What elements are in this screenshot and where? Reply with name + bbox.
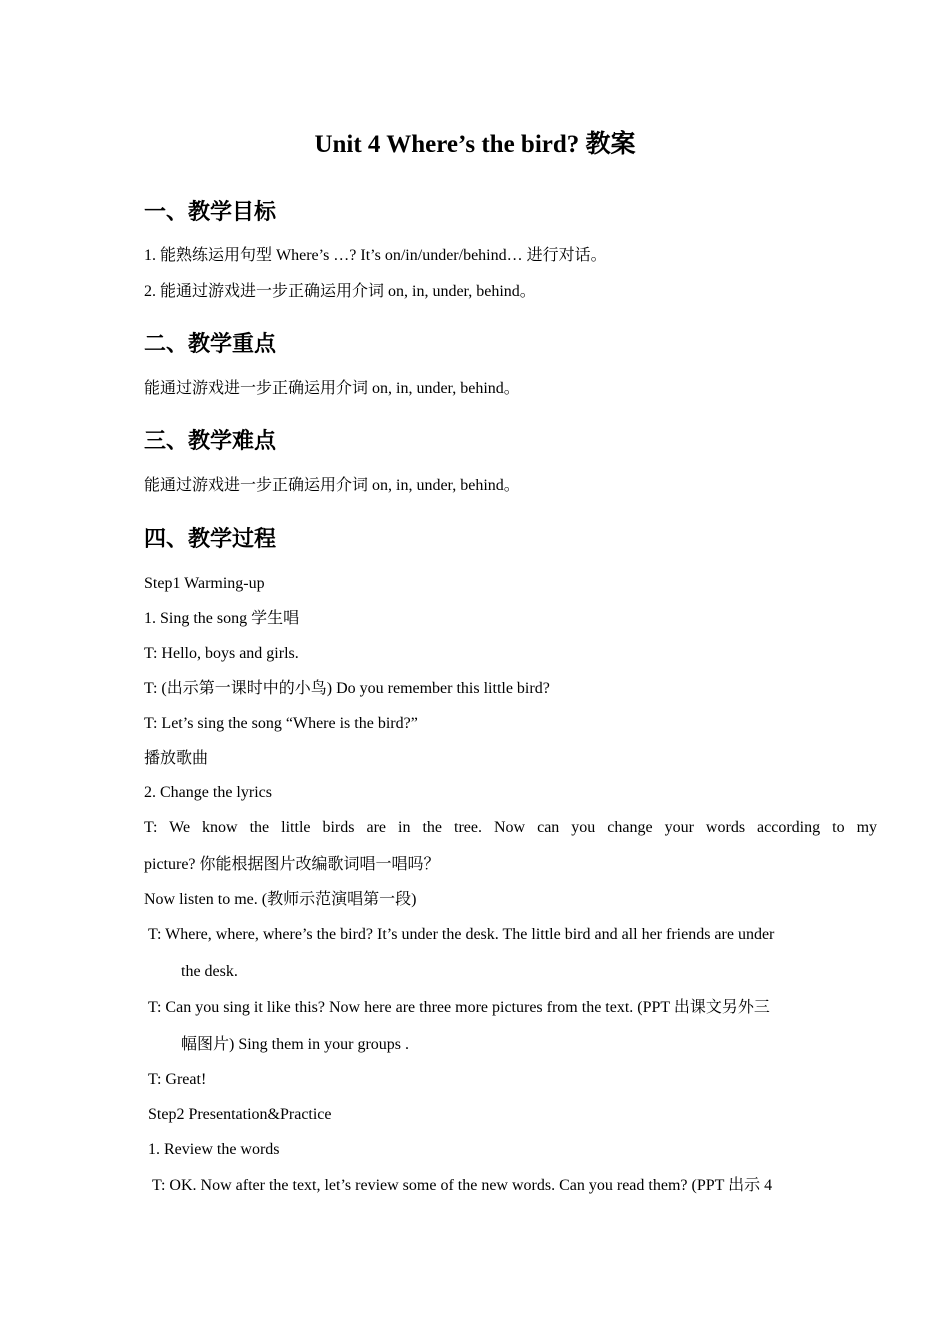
- goal-item-1: 1. 能熟练运用句型 Where’s …? It’s on/in/under/behind… 进行对话。: [144, 247, 607, 264]
- process-line: Step2 Presentation&Practice: [148, 1106, 332, 1123]
- section-heading-process: 四、教学过程: [144, 526, 277, 551]
- section-heading-key-points: 二、教学重点: [144, 331, 277, 356]
- key-points-text: 能通过游戏进一步正确运用介词 on, in, under, behind。: [144, 380, 520, 397]
- process-line: T: Let’s sing the song “Where is the bird?”: [144, 715, 418, 732]
- process-line: Now listen to me. (教师示范演唱第一段): [144, 891, 417, 908]
- process-line: 1. Sing the song 学生唱: [144, 610, 300, 627]
- process-line: 幅图片) Sing them in your groups .: [181, 1036, 409, 1053]
- process-line: T: Can you sing it like this? Now here are three more pictures from the text. (PPT 出课文另外三: [148, 999, 770, 1016]
- section-heading-difficulties: 三、教学难点: [144, 428, 277, 453]
- process-line: the desk.: [181, 963, 238, 980]
- page-title: Unit 4 Where’s the bird? 教案: [314, 131, 636, 158]
- process-line: 1. Review the words: [148, 1141, 280, 1158]
- process-line: T: (出示第一课时中的小鸟) Do you remember this little bird?: [144, 680, 550, 697]
- process-line: T: Where, where, where’s the bird? It’s under the desk. The little bird and all her friends are under: [148, 926, 775, 943]
- section-heading-goals: 一、教学目标: [144, 199, 277, 224]
- process-line: T: Great!: [148, 1071, 207, 1088]
- goal-item-2: 2. 能通过游戏进一步正确运用介词 on, in, under, behind。: [144, 283, 536, 300]
- process-line: 2. Change the lyrics: [144, 784, 272, 801]
- process-line: 播放歌曲: [144, 750, 209, 767]
- process-line: T: Hello, boys and girls.: [144, 645, 299, 662]
- process-line: Step1 Warming-up: [144, 575, 265, 592]
- process-line: T: OK. Now after the text, let’s review some of the new words. Can you read them? (PPT 出示 4: [152, 1177, 773, 1194]
- process-line: T: We know the little birds are in the tree. Now can you change your words according to my: [144, 819, 878, 836]
- difficulties-text: 能通过游戏进一步正确运用介词 on, in, under, behind。: [144, 477, 520, 494]
- process-line: picture? 你能根据图片改编歌词唱一唱吗？: [144, 856, 440, 873]
